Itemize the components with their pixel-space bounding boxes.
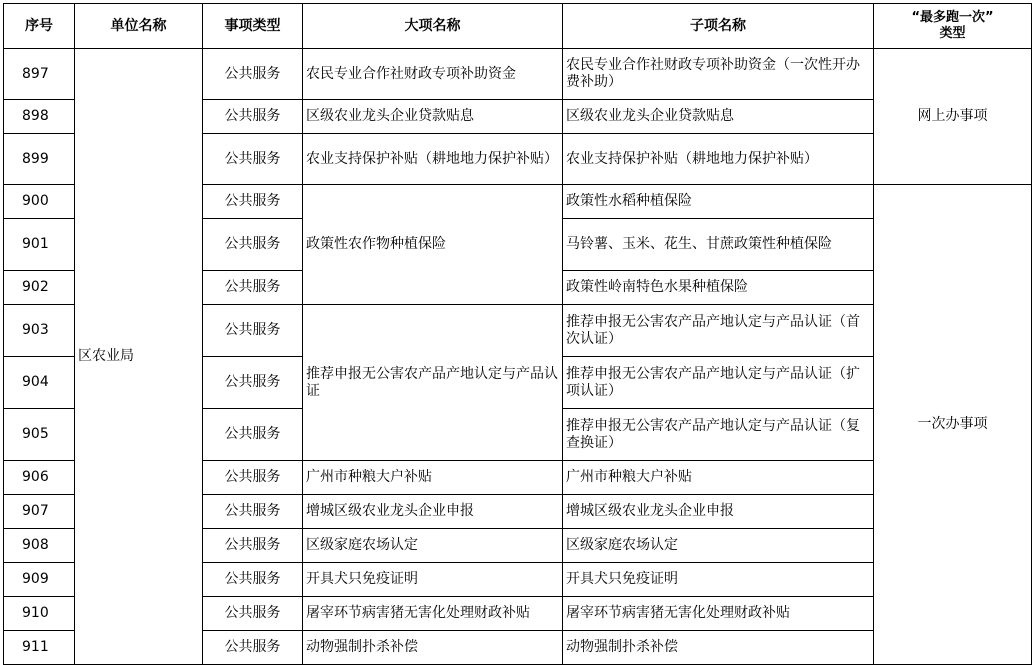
- seq-cell: 898: [4, 100, 75, 134]
- header-seq: 序号: [4, 4, 75, 49]
- seq-cell: 897: [4, 49, 75, 100]
- table-row: [4, 49, 1032, 100]
- sub-cell: 区级家庭农场认定: [563, 529, 874, 563]
- type-cell: 公共服务: [203, 563, 303, 597]
- header-run-type-line2: 类型: [939, 26, 966, 41]
- run-type-cell-once: 一次办事项: [874, 185, 1032, 665]
- header-row: [4, 4, 1032, 49]
- sub-cell: 农民专业合作社财政专项补助资金（一次性开办费补助）: [563, 49, 874, 100]
- seq-cell: 908: [4, 529, 75, 563]
- header-sub: 子项名称: [563, 4, 874, 49]
- sub-cell: 区级农业龙头企业贷款贴息: [563, 100, 874, 134]
- sub-cell: 增城区级农业龙头企业申报: [563, 495, 874, 529]
- type-cell: 公共服务: [203, 305, 303, 357]
- sub-cell: 政策性岭南特色水果种植保险: [563, 271, 874, 305]
- major-cell: 动物强制扑杀补偿: [303, 631, 563, 665]
- type-cell: 公共服务: [203, 185, 303, 219]
- major-cell: 区级农业龙头企业贷款贴息: [303, 100, 563, 134]
- sub-cell: 农业支持保护补贴（耕地地力保护补贴）: [563, 134, 874, 185]
- seq-cell: 900: [4, 185, 75, 219]
- header-type: 事项类型: [203, 4, 303, 49]
- seq-cell: 903: [4, 305, 75, 357]
- seq-cell: 911: [4, 631, 75, 665]
- seq-cell: 910: [4, 597, 75, 631]
- type-cell: 公共服务: [203, 529, 303, 563]
- sub-cell: 屠宰环节病害猪无害化处理财政补贴: [563, 597, 874, 631]
- major-cell: 区级家庭农场认定: [303, 529, 563, 563]
- sub-cell: 推荐申报无公害农产品产地认定与产品认证（首次认证）: [563, 305, 874, 357]
- sub-cell: 广州市种粮大户补贴: [563, 461, 874, 495]
- seq-cell: 909: [4, 563, 75, 597]
- sub-cell: 动物强制扑杀补偿: [563, 631, 874, 665]
- major-cell: 推荐申报无公害农产品产地认定与产品认证: [303, 305, 563, 461]
- type-cell: 公共服务: [203, 271, 303, 305]
- type-cell: 公共服务: [203, 597, 303, 631]
- seq-cell: 902: [4, 271, 75, 305]
- type-cell: 公共服务: [203, 219, 303, 271]
- major-cell: 开具犬只免疫证明: [303, 563, 563, 597]
- type-cell: 公共服务: [203, 100, 303, 134]
- header-run-type: [874, 4, 1032, 49]
- seq-cell: 899: [4, 134, 75, 185]
- type-cell: 公共服务: [203, 409, 303, 461]
- sub-cell: 政策性水稻种植保险: [563, 185, 874, 219]
- run-type-cell-online: 网上办事项: [874, 49, 1032, 185]
- type-cell: 公共服务: [203, 134, 303, 185]
- sub-cell: 开具犬只免疫证明: [563, 563, 874, 597]
- sub-cell: 推荐申报无公害农产品产地认定与产品认证（扩项认证）: [563, 357, 874, 409]
- seq-cell: 907: [4, 495, 75, 529]
- type-cell: 公共服务: [203, 49, 303, 100]
- major-cell: 增城区级农业龙头企业申报: [303, 495, 563, 529]
- seq-cell: 905: [4, 409, 75, 461]
- type-cell: 公共服务: [203, 631, 303, 665]
- service-items-table: [3, 3, 1032, 665]
- type-cell: 公共服务: [203, 495, 303, 529]
- type-cell: 公共服务: [203, 461, 303, 495]
- sub-cell: 推荐申报无公害农产品产地认定与产品认证（复查换证）: [563, 409, 874, 461]
- major-cell: 广州市种粮大户补贴: [303, 461, 563, 495]
- sub-cell: 马铃薯、玉米、花生、甘蔗政策性种植保险: [563, 219, 874, 271]
- major-cell: 政策性农作物种植保险: [303, 185, 563, 305]
- major-cell: 屠宰环节病害猪无害化处理财政补贴: [303, 597, 563, 631]
- unit-cell: 区农业局: [75, 49, 203, 665]
- major-cell: 农民专业合作社财政专项补助资金: [303, 49, 563, 100]
- seq-cell: 901: [4, 219, 75, 271]
- header-run-type-line1: “最多跑一次”: [911, 10, 994, 25]
- header-major: 大项名称: [303, 4, 563, 49]
- seq-cell: 904: [4, 357, 75, 409]
- seq-cell: 906: [4, 461, 75, 495]
- major-cell: 农业支持保护补贴（耕地地力保护补贴）: [303, 134, 563, 185]
- type-cell: 公共服务: [203, 357, 303, 409]
- header-unit: 单位名称: [75, 4, 203, 49]
